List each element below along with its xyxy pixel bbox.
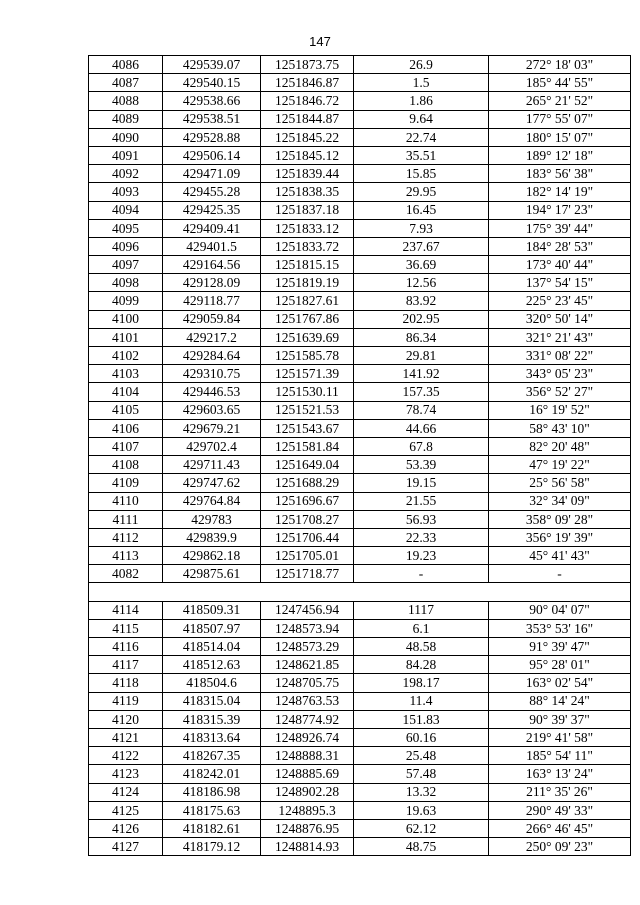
table-row [89, 74, 631, 92]
bearing-cell: 356° 52' 27" [489, 383, 631, 401]
bearing-cell: 182° 14' 19" [489, 183, 631, 201]
table-row [89, 674, 631, 692]
y-coordinate-cell: 1251839.44 [261, 165, 354, 183]
table-row [89, 710, 631, 728]
distance-cell: 22.33 [354, 528, 489, 546]
distance-cell: 56.93 [354, 510, 489, 528]
bearing-cell: 82° 20' 48" [489, 437, 631, 455]
y-coordinate-cell: 1251833.12 [261, 219, 354, 237]
distance-cell: 151.83 [354, 710, 489, 728]
distance-cell: 26.9 [354, 56, 489, 74]
point-number-cell: 4097 [89, 256, 163, 274]
table-row [89, 565, 631, 583]
distance-cell: 48.58 [354, 638, 489, 656]
table-row [89, 383, 631, 401]
bearing-cell: 211° 35' 26" [489, 783, 631, 801]
distance-cell: 48.75 [354, 838, 489, 856]
point-number-cell: 4121 [89, 728, 163, 746]
x-coordinate-cell: 429747.62 [163, 474, 261, 492]
distance-cell: 29.95 [354, 183, 489, 201]
table-row [89, 638, 631, 656]
table-row [89, 419, 631, 437]
table-row [89, 237, 631, 255]
distance-cell: 60.16 [354, 728, 489, 746]
bearing-cell: 163° 13' 24" [489, 765, 631, 783]
distance-cell: 1.86 [354, 92, 489, 110]
x-coordinate-cell: 429506.14 [163, 146, 261, 164]
x-coordinate-cell: 418315.39 [163, 710, 261, 728]
distance-cell: 12.56 [354, 274, 489, 292]
distance-cell: 237.67 [354, 237, 489, 255]
bearing-cell: 189° 12' 18" [489, 146, 631, 164]
distance-cell: 22.74 [354, 128, 489, 146]
y-coordinate-cell: 1251815.15 [261, 256, 354, 274]
table-row [89, 492, 631, 510]
table-row [89, 128, 631, 146]
y-coordinate-cell: 1251706.44 [261, 528, 354, 546]
x-coordinate-cell: 418509.31 [163, 601, 261, 619]
point-number-cell: 4106 [89, 419, 163, 437]
distance-cell: 1.5 [354, 74, 489, 92]
table-row [89, 183, 631, 201]
point-number-cell: 4104 [89, 383, 163, 401]
point-number-cell: 4107 [89, 437, 163, 455]
table-row [89, 474, 631, 492]
y-coordinate-cell: 1251688.29 [261, 474, 354, 492]
bearing-cell: 45° 41' 43" [489, 547, 631, 565]
distance-cell: 44.66 [354, 419, 489, 437]
bearing-cell: 358° 09' 28" [489, 510, 631, 528]
table-row [89, 274, 631, 292]
point-number-cell: 4095 [89, 219, 163, 237]
point-number-cell: 4101 [89, 328, 163, 346]
distance-cell: 78.74 [354, 401, 489, 419]
distance-cell: 13.32 [354, 783, 489, 801]
x-coordinate-cell: 429839.9 [163, 528, 261, 546]
distance-cell: 16.45 [354, 201, 489, 219]
table-row [89, 292, 631, 310]
point-number-cell: 4112 [89, 528, 163, 546]
point-number-cell: 4092 [89, 165, 163, 183]
y-coordinate-cell: 1251833.72 [261, 237, 354, 255]
bearing-cell: 343° 05' 23" [489, 365, 631, 383]
x-coordinate-cell: 429128.09 [163, 274, 261, 292]
y-coordinate-cell: 1251846.87 [261, 74, 354, 92]
table-row [89, 201, 631, 219]
x-coordinate-cell: 429603.65 [163, 401, 261, 419]
x-coordinate-cell: 418175.63 [163, 801, 261, 819]
x-coordinate-cell: 429711.43 [163, 456, 261, 474]
point-number-cell: 4091 [89, 146, 163, 164]
point-number-cell: 4082 [89, 565, 163, 583]
x-coordinate-cell: 429862.18 [163, 547, 261, 565]
distance-cell: 19.23 [354, 547, 489, 565]
point-number-cell: 4089 [89, 110, 163, 128]
distance-cell: 84.28 [354, 656, 489, 674]
bearing-cell: 137° 54' 15" [489, 274, 631, 292]
point-number-cell: 4122 [89, 747, 163, 765]
bearing-cell: 353° 53' 16" [489, 619, 631, 637]
bearing-cell: 225° 23' 45" [489, 292, 631, 310]
y-coordinate-cell: 1248888.31 [261, 747, 354, 765]
table-row [89, 310, 631, 328]
bearing-cell: 25° 56' 58" [489, 474, 631, 492]
table-row [89, 765, 631, 783]
y-coordinate-cell: 1251819.19 [261, 274, 354, 292]
x-coordinate-cell: 429679.21 [163, 419, 261, 437]
point-number-cell: 4094 [89, 201, 163, 219]
x-coordinate-cell: 429538.66 [163, 92, 261, 110]
y-coordinate-cell: 1251705.01 [261, 547, 354, 565]
point-number-cell: 4108 [89, 456, 163, 474]
x-coordinate-cell: 418313.64 [163, 728, 261, 746]
point-number-cell: 4124 [89, 783, 163, 801]
x-coordinate-cell: 418182.61 [163, 819, 261, 837]
distance-cell: 67.8 [354, 437, 489, 455]
bearing-cell: 180° 15' 07" [489, 128, 631, 146]
y-coordinate-cell: 1251838.35 [261, 183, 354, 201]
x-coordinate-cell: 418507.97 [163, 619, 261, 637]
x-coordinate-cell: 429284.64 [163, 347, 261, 365]
bearing-cell: 265° 21' 52" [489, 92, 631, 110]
point-number-cell: 4102 [89, 347, 163, 365]
x-coordinate-cell: 418514.04 [163, 638, 261, 656]
y-coordinate-cell: 1248621.85 [261, 656, 354, 674]
x-coordinate-cell: 429702.4 [163, 437, 261, 455]
point-number-cell: 4087 [89, 74, 163, 92]
y-coordinate-cell: 1251696.67 [261, 492, 354, 510]
table-row [89, 838, 631, 856]
x-coordinate-cell: 429446.53 [163, 383, 261, 401]
point-number-cell: 4119 [89, 692, 163, 710]
point-number-cell: 4127 [89, 838, 163, 856]
table-row [89, 528, 631, 546]
table-row [89, 456, 631, 474]
distance-cell: 15.85 [354, 165, 489, 183]
distance-cell: 53.39 [354, 456, 489, 474]
bearing-cell: 47° 19' 22" [489, 456, 631, 474]
x-coordinate-cell: 429401.5 [163, 237, 261, 255]
distance-cell: 29.81 [354, 347, 489, 365]
point-number-cell: 4093 [89, 183, 163, 201]
bearing-cell: 185° 44' 55" [489, 74, 631, 92]
x-coordinate-cell: 418242.01 [163, 765, 261, 783]
x-coordinate-cell: 429764.84 [163, 492, 261, 510]
table-row [89, 510, 631, 528]
x-coordinate-cell: 429539.07 [163, 56, 261, 74]
x-coordinate-cell: 429471.09 [163, 165, 261, 183]
distance-cell: 7.93 [354, 219, 489, 237]
bearing-cell: 177° 55' 07" [489, 110, 631, 128]
point-number-cell: 4103 [89, 365, 163, 383]
distance-cell: 62.12 [354, 819, 489, 837]
y-coordinate-cell: 1248885.69 [261, 765, 354, 783]
x-coordinate-cell: 429164.56 [163, 256, 261, 274]
y-coordinate-cell: 1251530.11 [261, 383, 354, 401]
y-coordinate-cell: 1251521.53 [261, 401, 354, 419]
distance-cell: 6.1 [354, 619, 489, 637]
table-row [89, 747, 631, 765]
y-coordinate-cell: 1248573.29 [261, 638, 354, 656]
bearing-cell: 88° 14' 24" [489, 692, 631, 710]
x-coordinate-cell: 429409.41 [163, 219, 261, 237]
distance-cell: 35.51 [354, 146, 489, 164]
point-number-cell: 4118 [89, 674, 163, 692]
point-number-cell: 4120 [89, 710, 163, 728]
x-coordinate-cell: 418267.35 [163, 747, 261, 765]
point-number-cell: 4109 [89, 474, 163, 492]
x-coordinate-cell: 429425.35 [163, 201, 261, 219]
distance-cell: 36.69 [354, 256, 489, 274]
y-coordinate-cell: 1251581.84 [261, 437, 354, 455]
point-number-cell: 4114 [89, 601, 163, 619]
point-number-cell: 4105 [89, 401, 163, 419]
bearing-cell: 320° 50' 14" [489, 310, 631, 328]
bearing-cell: 32° 34' 09" [489, 492, 631, 510]
y-coordinate-cell: 1248573.94 [261, 619, 354, 637]
y-coordinate-cell: 1251571.39 [261, 365, 354, 383]
y-coordinate-cell: 1248876.95 [261, 819, 354, 837]
y-coordinate-cell: 1251649.04 [261, 456, 354, 474]
y-coordinate-cell: 1248763.53 [261, 692, 354, 710]
distance-cell: 157.35 [354, 383, 489, 401]
bearing-cell: 194° 17' 23" [489, 201, 631, 219]
bearing-cell: 173° 40' 44" [489, 256, 631, 274]
table-row [89, 56, 631, 74]
bearing-cell: 290° 49' 33" [489, 801, 631, 819]
table-row [89, 819, 631, 837]
distance-cell: 19.15 [354, 474, 489, 492]
bearing-cell: 183° 56' 38" [489, 165, 631, 183]
y-coordinate-cell: 1248774.92 [261, 710, 354, 728]
point-number-cell: 4126 [89, 819, 163, 837]
x-coordinate-cell: 429310.75 [163, 365, 261, 383]
group-separator-row [89, 583, 631, 601]
y-coordinate-cell: 1251844.87 [261, 110, 354, 128]
y-coordinate-cell: 1251585.78 [261, 347, 354, 365]
point-number-cell: 4090 [89, 128, 163, 146]
table-row [89, 601, 631, 619]
y-coordinate-cell: 1251873.75 [261, 56, 354, 74]
table-row [89, 146, 631, 164]
y-coordinate-cell: 1251718.77 [261, 565, 354, 583]
group-separator-cell [89, 583, 631, 601]
x-coordinate-cell: 418512.63 [163, 656, 261, 674]
point-number-cell: 4099 [89, 292, 163, 310]
distance-cell: 9.64 [354, 110, 489, 128]
point-number-cell: 4100 [89, 310, 163, 328]
table-row [89, 547, 631, 565]
bearing-cell: 175° 39' 44" [489, 219, 631, 237]
x-coordinate-cell: 429455.28 [163, 183, 261, 201]
y-coordinate-cell: 1251767.86 [261, 310, 354, 328]
x-coordinate-cell: 429783 [163, 510, 261, 528]
bearing-cell: 184° 28' 53" [489, 237, 631, 255]
bearing-cell: 331° 08' 22" [489, 347, 631, 365]
distance-cell: 57.48 [354, 765, 489, 783]
bearing-cell: 91° 39' 47" [489, 638, 631, 656]
y-coordinate-cell: 1248814.93 [261, 838, 354, 856]
distance-cell: 198.17 [354, 674, 489, 692]
distance-cell: 1117 [354, 601, 489, 619]
table-row [89, 256, 631, 274]
coordinates-table [88, 55, 631, 856]
distance-cell: 141.92 [354, 365, 489, 383]
point-number-cell: 4110 [89, 492, 163, 510]
point-number-cell: 4123 [89, 765, 163, 783]
y-coordinate-cell: 1248895.3 [261, 801, 354, 819]
distance-cell: 19.63 [354, 801, 489, 819]
bearing-cell: 356° 19' 39" [489, 528, 631, 546]
x-coordinate-cell: 429059.84 [163, 310, 261, 328]
point-number-cell: 4117 [89, 656, 163, 674]
point-number-cell: 4098 [89, 274, 163, 292]
y-coordinate-cell: 1251837.18 [261, 201, 354, 219]
y-coordinate-cell: 1248902.28 [261, 783, 354, 801]
y-coordinate-cell: 1251846.72 [261, 92, 354, 110]
point-number-cell: 4113 [89, 547, 163, 565]
table-row [89, 437, 631, 455]
table-row [89, 165, 631, 183]
table-row [89, 328, 631, 346]
x-coordinate-cell: 418186.98 [163, 783, 261, 801]
point-number-cell: 4086 [89, 56, 163, 74]
y-coordinate-cell: 1251543.67 [261, 419, 354, 437]
bearing-cell: - [489, 565, 631, 583]
x-coordinate-cell: 429528.88 [163, 128, 261, 146]
y-coordinate-cell: 1251639.69 [261, 328, 354, 346]
point-number-cell: 4115 [89, 619, 163, 637]
distance-cell: 25.48 [354, 747, 489, 765]
table-row [89, 347, 631, 365]
distance-cell: 21.55 [354, 492, 489, 510]
bearing-cell: 185° 54' 11" [489, 747, 631, 765]
bearing-cell: 266° 46' 45" [489, 819, 631, 837]
table-row [89, 365, 631, 383]
bearing-cell: 16° 19' 52" [489, 401, 631, 419]
bearing-cell: 321° 21' 43" [489, 328, 631, 346]
table-row [89, 401, 631, 419]
table-row [89, 92, 631, 110]
point-number-cell: 4096 [89, 237, 163, 255]
table-row [89, 219, 631, 237]
bearing-cell: 272° 18' 03" [489, 56, 631, 74]
table-row [89, 801, 631, 819]
point-number-cell: 4088 [89, 92, 163, 110]
distance-cell: 83.92 [354, 292, 489, 310]
distance-cell: 11.4 [354, 692, 489, 710]
point-number-cell: 4111 [89, 510, 163, 528]
y-coordinate-cell: 1248705.75 [261, 674, 354, 692]
x-coordinate-cell: 429540.15 [163, 74, 261, 92]
distance-cell: - [354, 565, 489, 583]
page-number: 147 [309, 34, 331, 49]
bearing-cell: 219° 41' 58" [489, 728, 631, 746]
x-coordinate-cell: 429875.61 [163, 565, 261, 583]
x-coordinate-cell: 418504.6 [163, 674, 261, 692]
table-row [89, 783, 631, 801]
x-coordinate-cell: 429118.77 [163, 292, 261, 310]
bearing-cell: 163° 02' 54" [489, 674, 631, 692]
table-row [89, 656, 631, 674]
y-coordinate-cell: 1248926.74 [261, 728, 354, 746]
point-number-cell: 4125 [89, 801, 163, 819]
distance-cell: 86.34 [354, 328, 489, 346]
y-coordinate-cell: 1251708.27 [261, 510, 354, 528]
bearing-cell: 58° 43' 10" [489, 419, 631, 437]
table-row [89, 692, 631, 710]
y-coordinate-cell: 1247456.94 [261, 601, 354, 619]
point-number-cell: 4116 [89, 638, 163, 656]
bearing-cell: 90° 39' 37" [489, 710, 631, 728]
bearing-cell: 95° 28' 01" [489, 656, 631, 674]
bearing-cell: 250° 09' 23" [489, 838, 631, 856]
table-row [89, 728, 631, 746]
distance-cell: 202.95 [354, 310, 489, 328]
x-coordinate-cell: 429217.2 [163, 328, 261, 346]
x-coordinate-cell: 418179.12 [163, 838, 261, 856]
y-coordinate-cell: 1251845.22 [261, 128, 354, 146]
x-coordinate-cell: 429538.51 [163, 110, 261, 128]
x-coordinate-cell: 418315.04 [163, 692, 261, 710]
bearing-cell: 90° 04' 07" [489, 601, 631, 619]
table-row [89, 110, 631, 128]
table-row [89, 619, 631, 637]
y-coordinate-cell: 1251827.61 [261, 292, 354, 310]
y-coordinate-cell: 1251845.12 [261, 146, 354, 164]
